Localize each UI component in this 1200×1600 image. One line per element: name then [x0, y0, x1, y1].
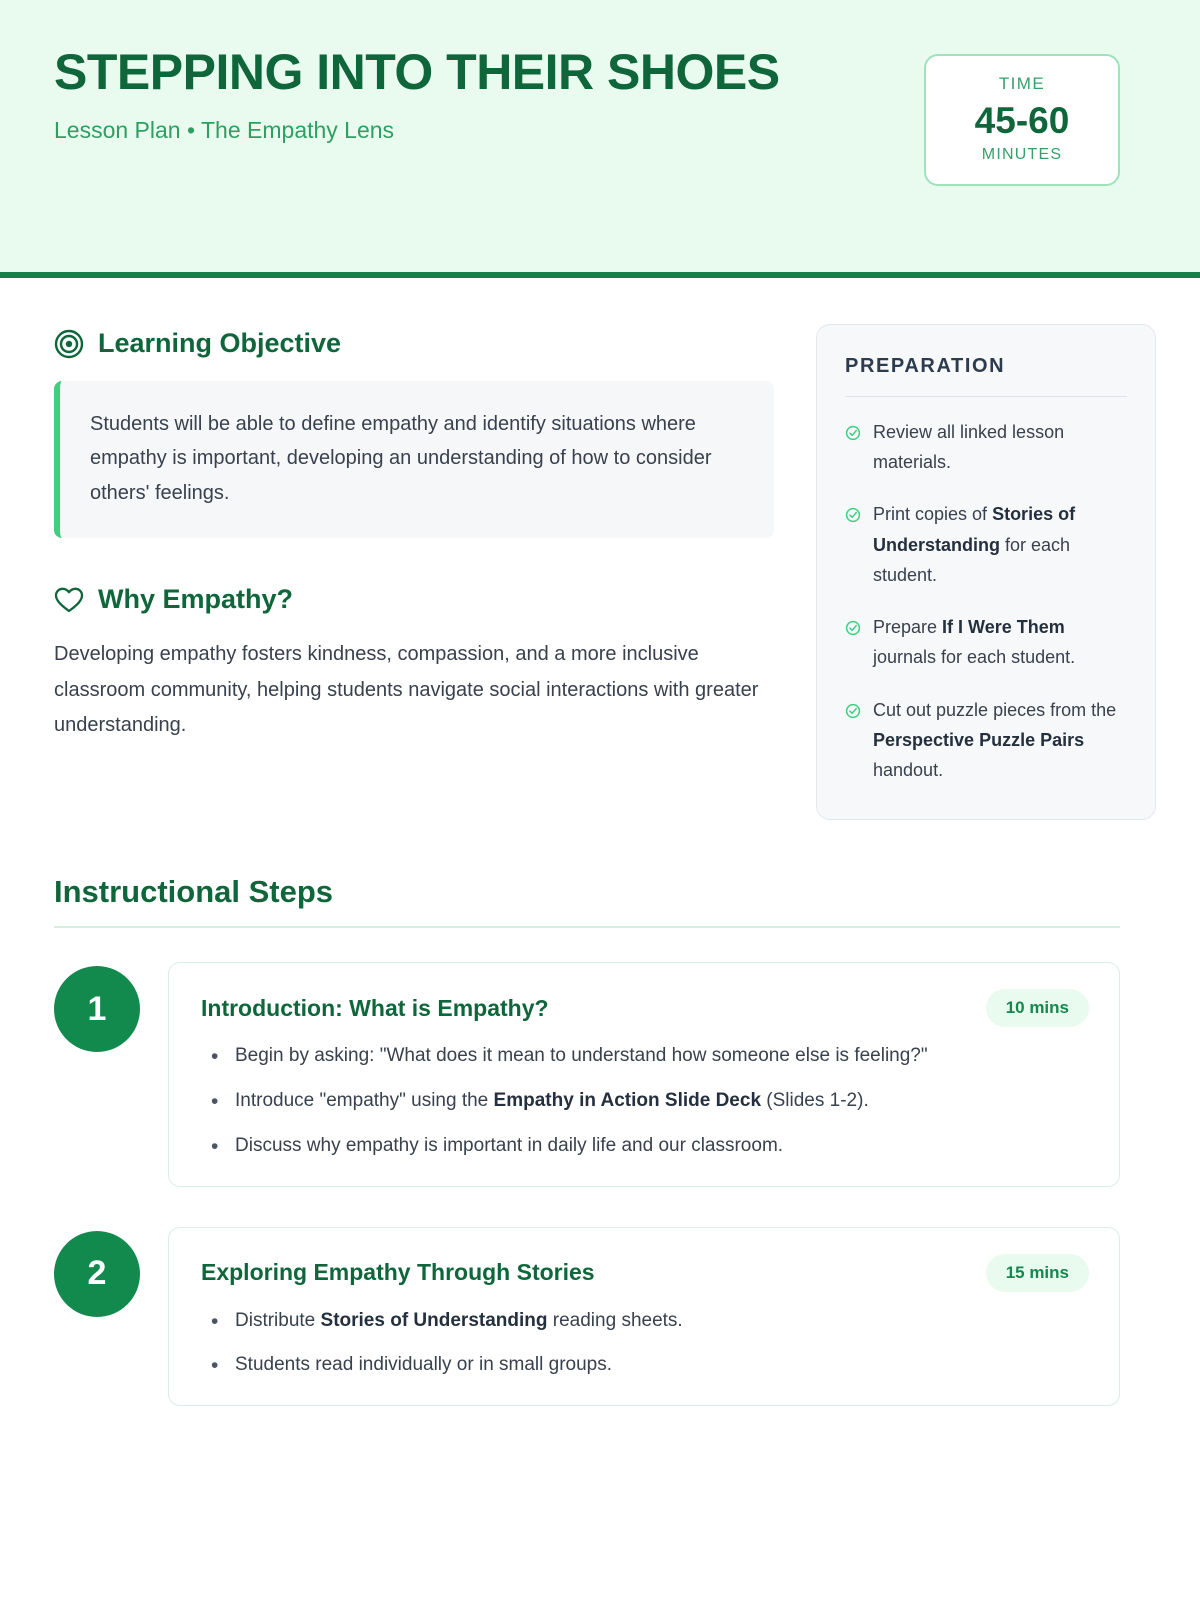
step-row	[54, 1227, 1120, 1407]
check-circle-icon	[845, 698, 861, 786]
why-empathy-title: Why Empathy?	[98, 584, 294, 615]
preparation-item-text: Cut out puzzle pieces from the Perspective Puzzle Pairs handout.	[873, 699, 1117, 781]
steps-list	[54, 962, 1120, 1406]
step-number-badge: 2	[54, 1231, 140, 1317]
target-icon	[54, 329, 84, 359]
learning-objective-box	[54, 381, 774, 538]
preparation-item	[845, 612, 1127, 672]
preparation-divider	[845, 396, 1127, 397]
step-title: Introduction: What is Empathy?	[201, 994, 549, 1021]
page-subtitle: Lesson Plan • The Empathy Lens	[54, 116, 395, 143]
instructional-steps-title: Instructional Steps	[54, 874, 334, 910]
side-column	[816, 318, 1156, 820]
step-bullet: • Introduce "empathy" using the Empathy in Action Slide Deck (Slides 1-2).	[201, 1086, 1089, 1117]
step-bullet: • Discuss why empathy is important in daily life and our classroom.	[201, 1131, 1089, 1162]
heart-icon	[54, 586, 84, 614]
learning-objective-text: Students will be able to define empathy and identify situations where empathy is important, developing an understanding of how to consider others' feelings.	[90, 413, 712, 504]
preparation-item-text: Print copies of Stories of Understanding for each student.	[873, 504, 1076, 585]
step-bullet: • Begin by asking: "What does it mean to understand how someone else is feeling?"	[201, 1041, 1089, 1072]
preparation-card	[816, 324, 1156, 820]
preparation-title: PREPARATION	[845, 355, 1006, 377]
step-title: Exploring Empathy Through Stories	[201, 1259, 595, 1286]
preparation-item-text: Review all linked lesson materials.	[873, 422, 1065, 473]
step-card	[168, 962, 1120, 1186]
instructional-steps-divider	[54, 926, 1120, 928]
content-body	[0, 278, 1200, 820]
preparation-item-text: Prepare If I Were Them journals for each student.	[873, 617, 1076, 668]
time-badge	[924, 54, 1120, 186]
instructional-steps-section	[0, 820, 1200, 1506]
main-column	[54, 318, 774, 744]
step-duration-badge: 10 mins	[986, 989, 1089, 1027]
step-card	[168, 1227, 1120, 1407]
step-number-badge: 1	[54, 966, 140, 1052]
step-bullet-list	[201, 1041, 1089, 1161]
step-bullet-list	[201, 1306, 1089, 1382]
check-circle-icon	[845, 615, 861, 672]
time-badge-unit: MINUTES	[981, 146, 1063, 163]
time-badge-label: TIME	[998, 74, 1046, 93]
preparation-list	[845, 417, 1127, 785]
step-header	[201, 1254, 1089, 1292]
step-header	[201, 989, 1089, 1027]
check-circle-icon	[845, 420, 861, 477]
step-row	[54, 962, 1120, 1186]
learning-objective-title: Learning Objective	[98, 328, 342, 358]
preparation-item	[845, 499, 1127, 590]
preparation-item	[845, 417, 1127, 477]
check-circle-icon	[845, 502, 861, 590]
step-duration-badge: 15 mins	[986, 1254, 1089, 1292]
why-empathy-heading	[54, 584, 774, 615]
why-empathy-text: Developing empathy fosters kindness, compassion, and a more inclusive classroom community, helping students navigate social interactions with greater understanding.	[54, 643, 759, 737]
preparation-item	[845, 695, 1127, 786]
learning-objective-heading	[54, 328, 774, 359]
time-badge-value: 45-60	[974, 100, 1070, 141]
page-header	[0, 0, 1200, 278]
page-title: STEPPING INTO THEIR SHOES	[54, 44, 780, 100]
step-bullet: • Students read individually or in small groups.	[201, 1350, 1089, 1381]
step-bullet: • Distribute Stories of Understanding reading sheets.	[201, 1306, 1089, 1337]
